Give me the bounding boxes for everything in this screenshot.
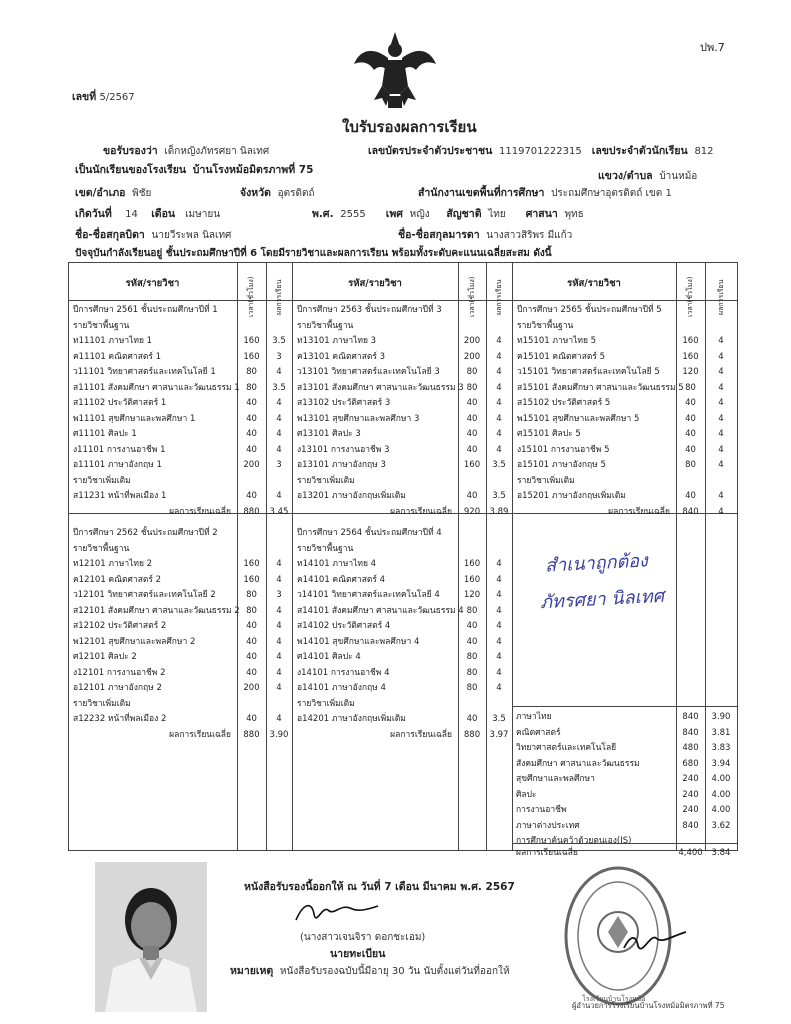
col2-hours: 160 bbox=[463, 559, 481, 569]
col1-hours: 40 bbox=[246, 714, 257, 724]
col1-subject: ปีการศึกษา 2562 ชั้นประถมศึกษาปีที่ 2 bbox=[73, 528, 218, 538]
col2-subject: ค14101 คณิตศาสตร์ 4 bbox=[297, 574, 386, 585]
col2-subject: ศ13101 ศิลปะ 3 bbox=[297, 429, 361, 439]
col1-grade: 3.90 bbox=[269, 729, 289, 740]
col3-hours: 80 bbox=[685, 382, 696, 393]
col1-subject: อ11101 ภาษาอังกฤษ 1 bbox=[73, 460, 162, 470]
summary-subject: การงานอาชีพ bbox=[516, 805, 567, 815]
col1-subject: ศ12101 ศิลปะ 2 bbox=[73, 652, 137, 662]
col2-subject: ส14102 ประวัติศาสตร์ 4 bbox=[297, 621, 391, 631]
col3-hours: 160 bbox=[682, 351, 699, 362]
col3-subject: ง15101 การงานอาชีพ 5 bbox=[517, 444, 610, 455]
summary-total-hours: 4,400 bbox=[678, 848, 703, 858]
col2-grade: 4 bbox=[496, 351, 502, 362]
col2-hours: 40 bbox=[466, 429, 478, 439]
col1-subject: ว12101 วิทยาศาสตร์และเทคโนโลยี 2 bbox=[73, 590, 216, 600]
col1-avg-label: ผลการเรียนเฉลี่ย bbox=[169, 729, 231, 740]
col1-hours: 40 bbox=[246, 652, 257, 662]
director-signature bbox=[620, 928, 690, 958]
col1-header-grade: ผลการเรียน bbox=[275, 279, 283, 315]
col1-subject: ส11102 ประวัติศาสตร์ 1 bbox=[73, 398, 167, 408]
col2-subject: อ13201 ภาษาอังกฤษเพิ่มเติม bbox=[297, 491, 406, 501]
col2-hours: 920 bbox=[463, 506, 481, 517]
col1-subject: พ12101 สุขศึกษาและพลศึกษา 2 bbox=[73, 636, 196, 647]
summary-subject: วิทยาศาสตร์และเทคโนโลยี bbox=[516, 743, 617, 753]
summary-subject: สุขศึกษาและพลศึกษา bbox=[516, 774, 595, 784]
col1-subject: รายวิชาเพิ่มเติม bbox=[73, 475, 131, 486]
col1-grade: 4 bbox=[276, 605, 282, 616]
col2-grade: 3.5 bbox=[492, 460, 506, 470]
col2-grade: 4 bbox=[496, 590, 502, 600]
col3-avg-label: ผลการเรียนเฉลี่ย bbox=[608, 506, 670, 517]
col2-subject: อ14201 ภาษาอังกฤษเพิ่มเติม bbox=[297, 714, 406, 724]
col3-subject: ว15101 วิทยาศาสตร์และเทคโนโลยี 5 bbox=[517, 367, 660, 377]
col1-hours: 200 bbox=[243, 683, 260, 693]
summary-subject: ภาษาต่างประเทศ bbox=[516, 820, 580, 831]
summary-subject: การศึกษาค้นคว้าด้วยตนเอง(IS) bbox=[516, 836, 632, 846]
summary-hours: 240 bbox=[682, 789, 699, 800]
col2-subject: ท13101 ภาษาไทย 3 bbox=[297, 336, 377, 346]
col2-hours: 40 bbox=[466, 714, 478, 724]
summary-grade: 3.81 bbox=[711, 727, 731, 738]
issue-line: หนังสือรับรองนี้ออกให้ ณ วันที่ 7 เดือน มีนาคม พ.ศ. 2567 bbox=[244, 881, 515, 893]
col2-hours: 80 bbox=[466, 382, 478, 393]
col2-grade: 4 bbox=[496, 683, 502, 693]
col2-grade: 4 bbox=[496, 382, 502, 393]
col2-subject: ท14101 ภาษาไทย 4 bbox=[297, 559, 377, 569]
col1-hours: 160 bbox=[243, 351, 260, 362]
col1-subject: ง11101 การงานอาชีพ 1 bbox=[73, 444, 166, 455]
col2-hours: 40 bbox=[466, 491, 478, 501]
col1-subject: ส12232 หน้าที่พลเมือง 2 bbox=[73, 714, 167, 724]
col2-hours: 40 bbox=[466, 398, 478, 408]
col1-hours: 160 bbox=[243, 574, 260, 585]
col1-header-subject: รหัส/รายวิชา bbox=[125, 278, 180, 289]
col1-grade: 4 bbox=[276, 667, 282, 678]
page-title: ใบรับรองผลการเรียน bbox=[342, 118, 477, 136]
col1-grade: 4 bbox=[276, 367, 282, 377]
col1-grade: 4 bbox=[276, 652, 282, 662]
col2-hours: 160 bbox=[463, 460, 481, 470]
col2-hours: 200 bbox=[463, 336, 481, 346]
col1-subject: ศ11101 ศิลปะ 1 bbox=[73, 429, 137, 439]
col3-hours: 80 bbox=[685, 460, 696, 470]
col3-subject: ท15101 ภาษาไทย 5 bbox=[517, 336, 597, 346]
col2-grade: 4 bbox=[496, 336, 502, 346]
col2-subject: อ14101 ภาษาอังกฤษ 4 bbox=[297, 683, 386, 693]
col2-subject: รายวิชาพื้นฐาน bbox=[297, 543, 354, 554]
col2-subject: ว14101 วิทยาศาสตร์และเทคโนโลยี 4 bbox=[297, 590, 440, 600]
director-line: ผู้อำนวยการโรงเรียนบ้านโรงหม้อมิตรภาพที่ 75 bbox=[572, 1001, 725, 1010]
col2-hours: 80 bbox=[466, 367, 478, 377]
summary-hours: 840 bbox=[682, 820, 699, 831]
col3-grade: 4 bbox=[718, 460, 724, 470]
col3-grade: 4 bbox=[718, 367, 724, 377]
summary-grade: 3.62 bbox=[711, 820, 731, 831]
col1-subject: รายวิชาพื้นฐาน bbox=[73, 320, 130, 331]
garuda-emblem-icon bbox=[352, 30, 438, 112]
col1-subject: ง12101 การงานอาชีพ 2 bbox=[73, 667, 166, 678]
summary-hours: 240 bbox=[682, 774, 699, 784]
col2-grade: 4 bbox=[496, 621, 502, 631]
col1-grade: 3 bbox=[276, 460, 282, 470]
registrar-signature bbox=[292, 898, 382, 930]
col2-subject: ปีการศึกษา 2563 ชั้นประถมศึกษาปีที่ 3 bbox=[297, 305, 442, 315]
col1-hours: 80 bbox=[246, 590, 257, 600]
col1-hours: 80 bbox=[246, 367, 257, 377]
col1-subject: รายวิชาพื้นฐาน bbox=[73, 543, 130, 554]
district-line: เขต/อำเภอ พิชัย bbox=[75, 187, 152, 199]
col1-hours: 40 bbox=[246, 667, 257, 678]
col2-hours: 40 bbox=[466, 444, 478, 455]
col1-subject: ค12101 คณิตศาสตร์ 2 bbox=[73, 574, 162, 585]
id-line: เลขบัตรประจำตัวประชาชน 1119701222315 เลขประจำตัวนักเรียน 812 bbox=[368, 145, 714, 157]
school-line: เป็นนักเรียนของโรงเรียน บ้านโรงหม้อมิตรภาพที่ 75 bbox=[75, 164, 314, 176]
summary-subject: สังคมศึกษา ศาสนาและวัฒนธรรม bbox=[516, 758, 640, 769]
col1-subject: ค11101 คณิตศาสตร์ 1 bbox=[73, 351, 162, 362]
col2-header-hours: เวลา(ชั่วโมง) bbox=[468, 276, 476, 318]
student-photo bbox=[95, 862, 207, 1012]
col2-subject: ปีการศึกษา 2564 ชั้นประถมศึกษาปีที่ 4 bbox=[297, 528, 442, 538]
col1-grade: 4 bbox=[276, 714, 282, 724]
summary-hours: 240 bbox=[682, 805, 699, 815]
mother-line: ชื่อ-ชื่อสกุลมารดา นางสาวสิริพร มีแก้ว bbox=[398, 229, 573, 241]
col1-hours: 80 bbox=[246, 382, 257, 393]
col2-subject: ค13101 คณิตศาสตร์ 3 bbox=[297, 351, 386, 362]
col1-grade: 4 bbox=[276, 444, 282, 455]
summary-subject: ศิลปะ bbox=[516, 789, 537, 800]
col1-grade: 4 bbox=[276, 636, 282, 647]
col1-subject: พ11101 สุขศึกษาและพลศึกษา 1 bbox=[73, 413, 196, 424]
col2-grade: 4 bbox=[496, 652, 502, 662]
col2-subject: ส14101 สังคมศึกษา ศาสนาและวัฒนธรรม 4 bbox=[297, 605, 464, 616]
col2-grade: 4 bbox=[496, 667, 502, 678]
col2-grade: 3.5 bbox=[492, 714, 506, 724]
col3-hours: 40 bbox=[685, 398, 696, 408]
summary-subject: ภาษาไทย bbox=[516, 712, 552, 722]
col3-grade: 4 bbox=[718, 506, 724, 517]
col2-hours: 80 bbox=[466, 667, 478, 678]
col1-grade: 3 bbox=[276, 351, 282, 362]
col1-hours: 200 bbox=[243, 460, 260, 470]
col1-header-hours: เวลา(ชั่วโมง) bbox=[247, 276, 255, 318]
col1-grade: 4 bbox=[276, 559, 282, 569]
certify-line: ขอรับรองว่า เด็กหญิงภัทรศยา นิลเทศ bbox=[103, 145, 270, 157]
col2-hours: 40 bbox=[466, 413, 478, 424]
col1-grade: 4 bbox=[276, 683, 282, 693]
col2-grade: 4 bbox=[496, 605, 502, 616]
col1-subject: ส12101 สังคมศึกษา ศาสนาและวัฒนธรรม 2 bbox=[73, 605, 240, 616]
col1-subject: ท11101 ภาษาไทย 1 bbox=[73, 336, 153, 346]
col2-hours: 80 bbox=[466, 652, 478, 662]
registrar-name: (นางสาวเจนจิรา ดอกชะเอม) bbox=[300, 932, 426, 943]
col2-subject: รายวิชาเพิ่มเติม bbox=[297, 475, 355, 486]
col2-hours: 120 bbox=[463, 590, 481, 600]
summary-grade: 4.00 bbox=[711, 774, 731, 784]
col2-grade: 3.97 bbox=[489, 729, 509, 740]
col1-hours: 880 bbox=[243, 506, 260, 517]
col3-hours: 840 bbox=[682, 506, 699, 517]
col3-hours: 120 bbox=[682, 367, 699, 377]
col2-hours: 40 bbox=[466, 636, 478, 647]
summary-subject: คณิตศาสตร์ bbox=[516, 727, 561, 738]
col1-subject: ส11231 หน้าที่พลเมือง 1 bbox=[73, 491, 167, 501]
col3-header-subject: รหัส/รายวิชา bbox=[567, 278, 621, 289]
col1-grade: 4 bbox=[276, 413, 282, 424]
col1-grade: 4 bbox=[276, 574, 282, 585]
col1-subject: ส11101 สังคมศึกษา ศาสนาและวัฒนธรรม 1 bbox=[73, 382, 240, 393]
col2-grade: 4 bbox=[496, 367, 502, 377]
col1-hours: 40 bbox=[246, 621, 257, 631]
col2-avg-label: ผลการเรียนเฉลี่ย bbox=[390, 506, 452, 517]
area-line: สำนักงานเขตพื้นที่การศึกษา ประถมศึกษาอุตรดิตถ์ เขต 1 bbox=[418, 187, 672, 199]
registrar-title: นายทะเบียน bbox=[330, 948, 386, 960]
col2-grade: 3.5 bbox=[492, 491, 506, 501]
col1-grade: 4 bbox=[276, 429, 282, 439]
summary-grade: 4.00 bbox=[711, 789, 731, 800]
col3-grade: 4 bbox=[718, 398, 724, 408]
col3-grade: 4 bbox=[718, 413, 724, 424]
col3-subject: อ15201 ภาษาอังกฤษเพิ่มเติม bbox=[517, 491, 626, 501]
note-line: หมายเหตุ หนังสือรับรองฉบับนี้มีอายุ 30 วัน นับตั้งแต่วันที่ออกให้ bbox=[230, 965, 510, 977]
summary-hours: 840 bbox=[682, 712, 699, 722]
col2-hours: 80 bbox=[466, 605, 478, 616]
col1-hours: 40 bbox=[246, 444, 257, 455]
col1-hours: 880 bbox=[243, 729, 260, 740]
col2-subject: พ13101 สุขศึกษาและพลศึกษา 3 bbox=[297, 413, 420, 424]
father-line: ชื่อ-ชื่อสกุลบิดา นายวีระพล นิลเทศ bbox=[75, 229, 232, 241]
form-code: ปพ.7 bbox=[700, 41, 725, 54]
subdistrict-line: แขวง/ตำบล บ้านหม้อ bbox=[598, 170, 698, 182]
col1-hours: 40 bbox=[246, 398, 257, 408]
col1-hours: 160 bbox=[243, 559, 260, 569]
col2-header-grade: ผลการเรียน bbox=[495, 279, 503, 315]
col3-subject: ค15101 คณิตศาสตร์ 5 bbox=[517, 351, 606, 362]
col2-subject: ส13102 ประวัติศาสตร์ 3 bbox=[297, 398, 391, 408]
col1-subject: ว11101 วิทยาศาสตร์และเทคโนโลยี 1 bbox=[73, 367, 216, 377]
col1-grade: 3.5 bbox=[272, 336, 286, 346]
col1-hours: 40 bbox=[246, 413, 257, 424]
col3-subject: รายวิชาพื้นฐาน bbox=[517, 320, 574, 331]
col3-hours: 40 bbox=[685, 491, 696, 501]
col3-subject: ส15101 สังคมศึกษา ศาสนาและวัฒนธรรม 5 bbox=[517, 382, 684, 393]
doc-number: เลขที่ 5/2567 bbox=[72, 91, 135, 103]
col2-grade: 4 bbox=[496, 413, 502, 424]
year-sex-line: พ.ศ. 2555 เพศ หญิง สัญชาติ ไทย ศาสนา พุทธ bbox=[312, 208, 584, 220]
col2-hours: 880 bbox=[463, 729, 481, 740]
col1-hours: 40 bbox=[246, 636, 257, 647]
col2-subject: รายวิชาเพิ่มเติม bbox=[297, 698, 355, 709]
col2-grade: 4 bbox=[496, 429, 502, 439]
col1-hours: 40 bbox=[246, 491, 257, 501]
col3-subject: พ15101 สุขศึกษาและพลศึกษา 5 bbox=[517, 413, 640, 424]
col2-grade: 4 bbox=[496, 444, 502, 455]
col2-grade: 4 bbox=[496, 574, 502, 585]
col3-subject: ส15102 ประวัติศาสตร์ 5 bbox=[517, 398, 611, 408]
col1-subject: ส12102 ประวัติศาสตร์ 2 bbox=[73, 621, 167, 631]
col2-grade: 3.89 bbox=[489, 506, 509, 517]
col2-subject: รายวิชาพื้นฐาน bbox=[297, 320, 354, 331]
col2-grade: 4 bbox=[496, 398, 502, 408]
col3-grade: 4 bbox=[718, 336, 724, 346]
col2-hours: 160 bbox=[463, 574, 481, 585]
col1-avg-label: ผลการเรียนเฉลี่ย bbox=[169, 506, 231, 517]
col1-subject: ปีการศึกษา 2561 ชั้นประถมศึกษาปีที่ 1 bbox=[73, 305, 218, 315]
col1-grade: 4 bbox=[276, 621, 282, 631]
col2-hours: 80 bbox=[466, 683, 478, 693]
col2-subject: ส13101 สังคมศึกษา ศาสนาและวัฒนธรรม 3 bbox=[297, 382, 464, 393]
col2-header-subject: รหัส/รายวิชา bbox=[348, 278, 402, 289]
col2-subject: ง14101 การงานอาชีพ 4 bbox=[297, 667, 390, 678]
summary-hours: 480 bbox=[682, 743, 699, 753]
col3-subject: อ15101 ภาษาอังกฤษ 5 bbox=[517, 460, 606, 470]
col3-grade: 4 bbox=[718, 382, 724, 393]
col1-subject: ท12101 ภาษาไทย 2 bbox=[73, 559, 153, 569]
col3-subject: รายวิชาเพิ่มเติม bbox=[517, 475, 575, 486]
col2-subject: ว13101 วิทยาศาสตร์และเทคโนโลยี 3 bbox=[297, 367, 440, 377]
col3-hours: 40 bbox=[685, 444, 696, 455]
col1-hours: 40 bbox=[246, 429, 257, 439]
seal-text: โรงเรียนบ้านโรงหม้อ bbox=[582, 995, 646, 1003]
summary-hours: 840 bbox=[682, 727, 699, 738]
summary-grade: 4.00 bbox=[711, 805, 731, 815]
birth-line: เกิดวันที่ 14 เดือน เมษายน bbox=[75, 208, 221, 220]
handwritten-student-name: ภัทรศยา นิลเทศ bbox=[539, 585, 665, 614]
col3-subject: ศ15101 ศิลปะ 5 bbox=[517, 429, 581, 439]
summary-grade: 3.90 bbox=[711, 712, 731, 722]
col2-avg-label: ผลการเรียนเฉลี่ย bbox=[390, 729, 452, 740]
col3-header-grade: ผลการเรียน bbox=[717, 279, 725, 315]
col1-hours: 160 bbox=[243, 336, 260, 346]
col2-grade: 4 bbox=[496, 559, 502, 569]
province-line: จังหวัด อุตรดิตถ์ bbox=[240, 187, 315, 199]
col2-subject: พ14101 สุขศึกษาและพลศึกษา 4 bbox=[297, 636, 420, 647]
col3-header-hours: เวลา(ชั่วโมง) bbox=[686, 276, 694, 318]
summary-grade: 3.94 bbox=[711, 758, 731, 769]
col2-hours: 200 bbox=[463, 351, 481, 362]
col1-hours: 80 bbox=[246, 605, 257, 616]
col1-grade: 4 bbox=[276, 398, 282, 408]
col3-grade: 4 bbox=[718, 491, 724, 501]
col1-subject: อ12101 ภาษาอังกฤษ 2 bbox=[73, 683, 162, 693]
col3-grade: 4 bbox=[718, 351, 724, 362]
summary-hours: 680 bbox=[682, 758, 699, 769]
col3-hours: 40 bbox=[685, 429, 696, 439]
col3-subject: ปีการศึกษา 2565 ชั้นประถมศึกษาปีที่ 5 bbox=[517, 305, 662, 315]
status-line: ปัจจุบันกำลังเรียนอยู่ ชั้นประถมศึกษาปีที่ 6 โดยมีรายวิชาและผลการเรียน พร้อมทั้งระดับคะแนนเฉลี่ยสะสม ดังนี้ bbox=[75, 248, 552, 259]
col1-grade: 3 bbox=[276, 590, 282, 600]
summary-grade: 3.83 bbox=[711, 743, 731, 753]
col3-grade: 4 bbox=[718, 444, 724, 455]
col2-grade: 4 bbox=[496, 636, 502, 647]
col3-hours: 160 bbox=[682, 336, 699, 346]
col1-subject: รายวิชาเพิ่มเติม bbox=[73, 698, 131, 709]
col1-grade: 3.45 bbox=[269, 506, 289, 517]
handwritten-certified-copy: สำเนาถูกต้อง bbox=[544, 550, 649, 577]
col2-hours: 40 bbox=[466, 621, 478, 631]
col3-hours: 40 bbox=[685, 413, 696, 424]
col1-grade: 3.5 bbox=[272, 382, 286, 393]
col1-grade: 4 bbox=[276, 491, 282, 501]
summary-total-label: ผลการเรียนเฉลี่ย bbox=[516, 848, 578, 858]
col2-subject: ง13101 การงานอาชีพ 3 bbox=[297, 444, 390, 455]
col2-subject: ศ14101 ศิลปะ 4 bbox=[297, 652, 361, 662]
col3-grade: 4 bbox=[718, 429, 724, 439]
col2-subject: อ13101 ภาษาอังกฤษ 3 bbox=[297, 460, 386, 470]
summary-total-grade: 3.84 bbox=[711, 848, 731, 858]
